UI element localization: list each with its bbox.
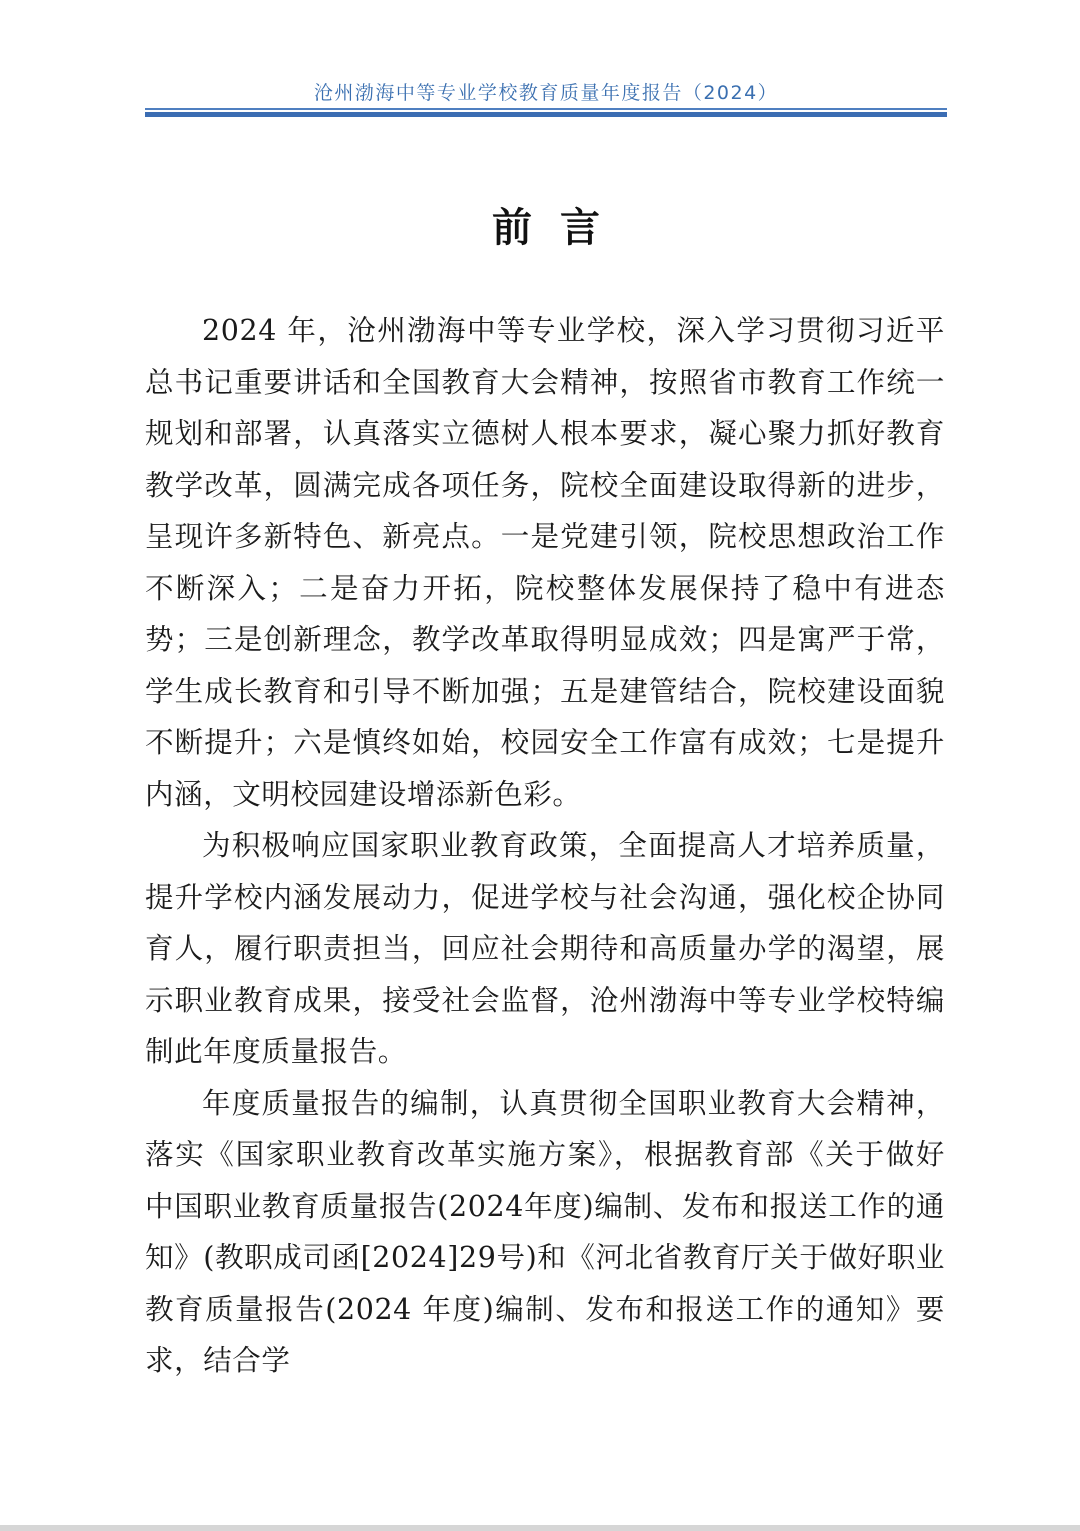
header-rule-thick [145, 112, 947, 117]
body-text [145, 305, 945, 1387]
running-header: 沧州渤海中等专业学校教育质量年度报告（2024） [313, 82, 779, 104]
paragraph-3: 年度质量报告的编制，认真贯彻全国职业教育大会精神，落实《国家职业教育改革实施方案》，根据教育部《关于做好中国职业教育质量报告(2024年度)编制、发布和报送工作的通知》(教职成司函[2024]29号)和《河北省教育厅关于做好职业教育质量报告(2024 年度)编制、发布和报送工作的通知》要求，结合学 [145, 1086, 945, 1377]
paragraph-2: 为积极响应国家职业教育政策，全面提高人才培养质量，提升学校内涵发展动力，促进学校与社会沟通，强化校企协同育人，履行职责担当，回应社会期待和高质量办学的渴望，展示职业教育成果，接受社会监督，沧州渤海中等专业学校特编制此年度质量报告。 [145, 829, 945, 1068]
header-rule-thin [145, 108, 947, 110]
page-title: 前言 [492, 204, 628, 251]
page-bottom-strip [0, 1525, 1080, 1531]
paragraph-1: 2024 年，沧州渤海中等专业学校，深入学习贯彻习近平总书记重要讲话和全国教育大会精神，按照省市教育工作统一规划和部署，认真落实立德树人根本要求，凝心聚力抓好教育教学改革，圆满完成各项任务，院校全面建设取得新的进步，呈现许多新特色、新亮点。一是党建引领，院校思想政治工作不断深入；二是奋力开拓，院校整体发展保持了稳中有进态势；三是创新理念，教学改革取得明显成效；四是寓严于常，学生成长教育和引导不断加强；五是建管结合，院校建设面貌不断提升；六是慎终如始，校园安全工作富有成效；七是提升内涵，文明校园建设增添新色彩。 [145, 314, 945, 811]
